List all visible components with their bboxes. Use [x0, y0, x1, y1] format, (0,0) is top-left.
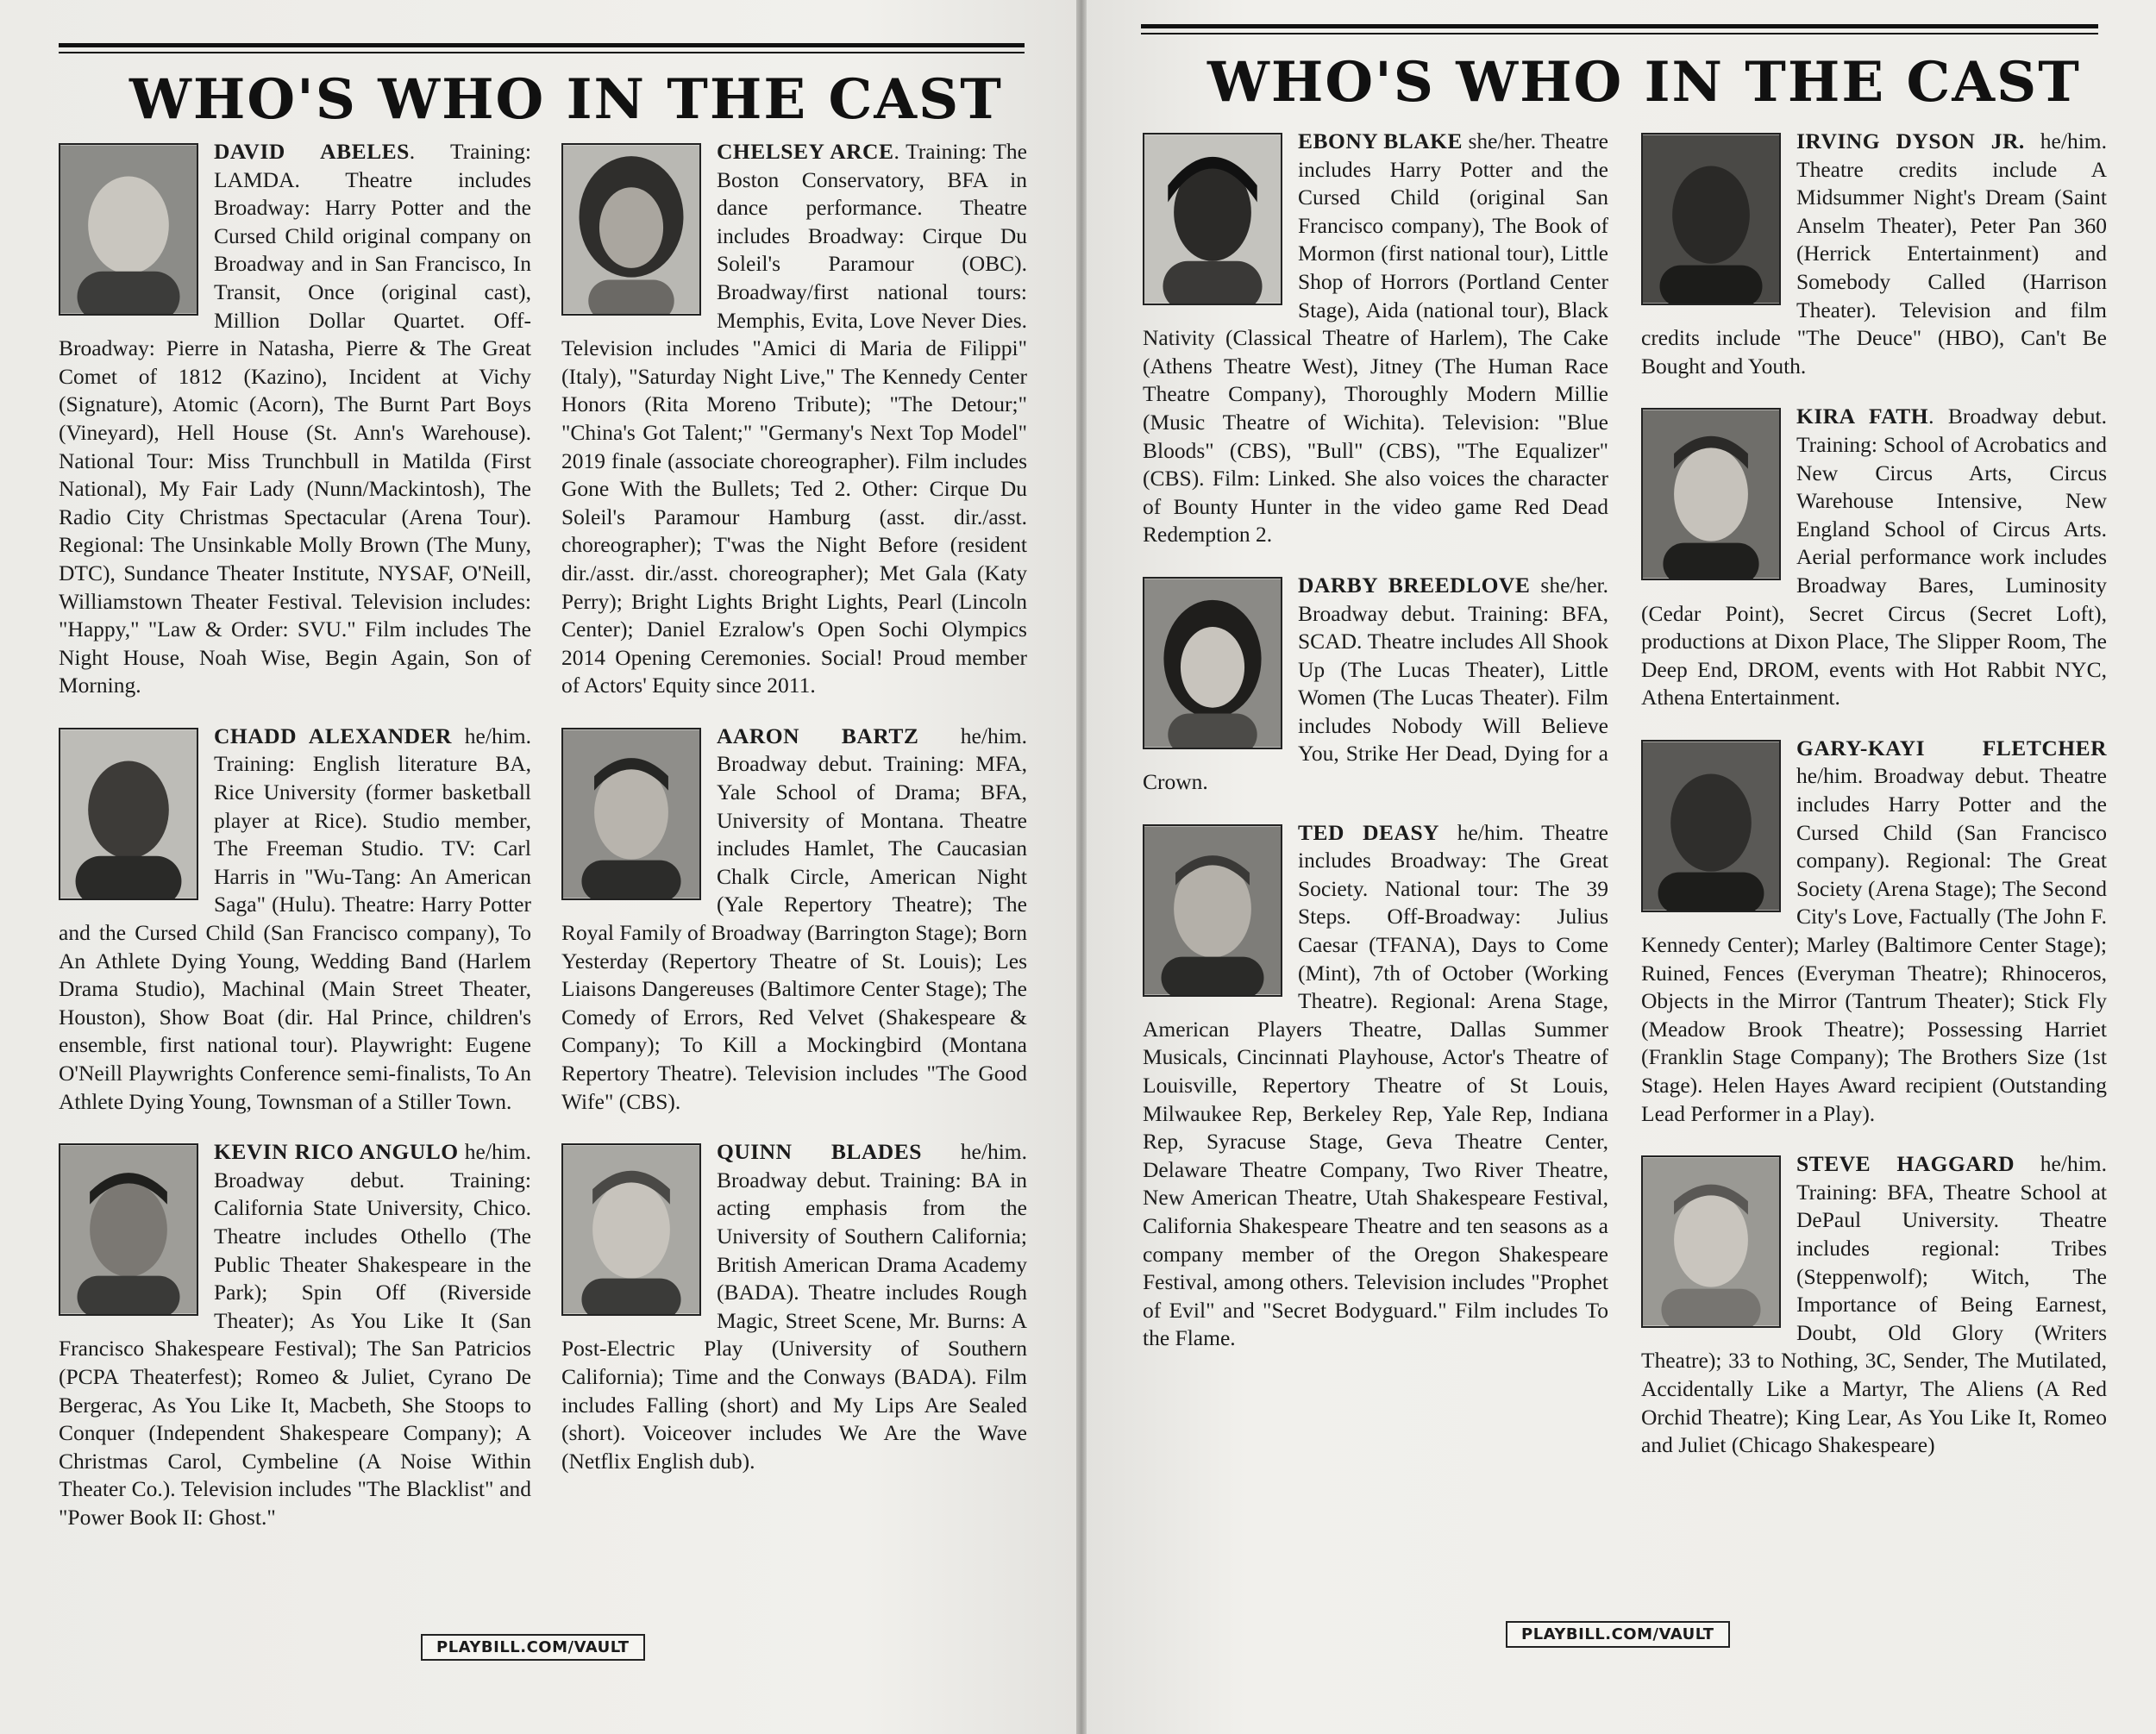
cast-bio: he/him. Theatre includes Broadway: The Great Society. National tour: The 39 Steps. Off-Broadway: Julius Caesar (TFANA), Days to Come (Mint), 7th of October (Working Theatre). Regional: Arena Stage, American Players Theatre, Dallas Summer Musicals, Cincinnati Playhouse, Actor's Theatre of Louisville, Repertory Theatre of St Louis, Milwaukee Rep, Berkeley Rep, Yale Rep, Indiana Rep, Syracuse Stage, Geva Theatre Center, Delaware Theatre Company, Two River Theatre, New American Theatre, Utah Shakespeare Festival, California Shakespeare Theatre and ten seasons as a company member of the Oregon Shakespeare Festival, among others. Television includes "Prophet of Evil" and "Secret Bodyguard." Film includes To the Flame.: [1143, 819, 1608, 1351]
left-page: [0, 0, 1076, 1734]
headshot-photo: [1641, 133, 1781, 305]
column-right-1: [1143, 128, 1608, 1375]
headshot-photo: [1143, 133, 1282, 305]
top-rule-thin: [1141, 33, 2098, 34]
cast-entry: [561, 723, 1027, 1116]
cast-name: DAVID ABELES: [214, 139, 410, 164]
page-title: WHO'S WHO IN THE CAST: [129, 67, 1003, 132]
page-title: WHO'S WHO IN THE CAST: [1207, 50, 2081, 115]
cast-bio: he/him. Training: BFA, Theatre School at DePaul University. Theatre includes regional: Tribes (Steppenwolf); Witch, The Importance of Being Earnest, Doubt, Old Glory (Writers Theatre); 33 to Nothing, 3C, Sender, The Mutilated, Accidentally Like a Martyr, The Aliens (A Red Orchid Theatre); King Lear, As You Like It, Romeo and Juliet (Chicago Shakespeare): [1641, 1151, 2107, 1458]
cast-bio: he/him. Broadway debut. Training: MFA, Yale School of Drama; BFA, University of Montana. Theatre includes Hamlet, The Caucasian Chalk Circle, American Night (Yale Repertory Theatre); The Royal Family of Broadway (Barrington Stage); Born Yesterday (Repertory Theatre of St. Louis); Les Liaisons Dangereuses (Baltimore Center Stage); The Comedy of Errors, Red Velvet (Shakespeare & Company); To Kill a Mockingbird (Montana Repertory Theatre). Television includes "The Good Wife" (CBS).: [561, 723, 1027, 1114]
headshot-photo: [1143, 824, 1282, 997]
column-right-2: [1641, 128, 2107, 1482]
headshot-photo: [561, 1143, 701, 1316]
right-page: [1087, 0, 2156, 1734]
cast-name: QUINN BLADES: [717, 1139, 922, 1165]
column-left-1: [59, 138, 531, 1555]
cast-entry: [59, 723, 531, 1116]
cast-name: KEVIN RICO ANGULO: [214, 1139, 459, 1165]
headshot-photo: [561, 143, 701, 316]
cast-entry: [59, 1138, 531, 1531]
headshot-photo: [59, 1143, 198, 1316]
headshot-photo: [59, 728, 198, 900]
cast-bio: he/him. Broadway debut. Training: California State University, Chico. Theatre includes Othello (The Public Theater Shakespeare in the Park); Spin Off (Riverside Theater); As You Like It (San Francisco Shakespeare Festival); The San Patricios (PCPA Theaterfest); Romeo & Juliet, Cyrano De Bergerac, As You Like It, Macbeth, She Stoops to Conquer (Independent Shakespeare Company); A Christmas Carol, Cymbeline (A Noise Within Theater Co.). Television includes "The Blacklist" and "Power Book II: Ghost.": [59, 1139, 531, 1530]
cast-bio: he/him. Broadway debut. Theatre includes Harry Potter and the Cursed Child (San Francisco company). Regional: The Great Society (Arena Stage); The Second City's Love, Factually (The John F. Kennedy Center); Marley (Baltimore Center Stage); Ruined, Fences (Everyman Theatre); Rhinoceros, Objects in the Mirror (Tantrum Theater); Stick Fly (Meadow Brook Theatre); Possessing Harriet (Franklin Stage Company); The Brothers Size (1st Stage). Helen Hayes Award recipient (Outstanding Lead Performer in a Play).: [1641, 763, 2107, 1126]
cast-name: CHADD ALEXANDER: [214, 723, 452, 748]
headshot-photo: [1641, 1155, 1781, 1328]
cast-entry: [59, 138, 531, 700]
top-rule: [1141, 24, 2098, 28]
top-rule: [59, 43, 1025, 47]
headshot-photo: [59, 143, 198, 316]
cast-entry: [561, 138, 1027, 700]
cast-name: KIRA FATH: [1796, 404, 1929, 429]
cast-name: GARY-KAYI FLETCHER: [1796, 735, 2107, 761]
cast-name: CHELSEY ARCE: [717, 139, 894, 164]
cast-bio: . Training: LAMDA. Theatre includes Broadway: Harry Potter and the Cursed Child original company on Broadway and in San Francisco, In Transit, Once (original cast), Million Dollar Quartet. Off-Broadway: Pierre in Natasha, Pierre & The Great Comet of 1812 (Kazino), Incident at Vichy (Signature), Atomic (Acorn), The Burnt Part Boys (Vineyard), Hell House (St. Ann's Warehouse). National Tour: Miss Trunchbull in Matilda (First National), My Fair Lady (Nunn/Mackintosh), The Radio City Christmas Spectacular (Arena Tour). Regional: The Unsinkable Molly Brown (The Muny, DTC), Sundance Theater Institute, NYSAF, O'Neill, Williamstown Theater Festival. Television includes: "Happy," "Law & Order: SVU." Film includes The Night House, Noah Wise, Begin Again, Son of Morning.: [59, 139, 531, 698]
cast-name: AARON BARTZ: [717, 723, 919, 748]
cast-entry: [1641, 1150, 2107, 1460]
cast-name: TED DEASY: [1298, 819, 1440, 845]
cast-entry: [1143, 128, 1608, 549]
cast-entry: [1641, 735, 2107, 1128]
cast-name: STEVE HAGGARD: [1796, 1151, 2015, 1177]
column-left-2: [561, 138, 1027, 1498]
cast-entry: [1641, 128, 2107, 380]
cast-name: IRVING DYSON JR.: [1796, 128, 2025, 153]
cast-bio: he/him. Training: English literature BA, Rice University (former basketball player at Rice). Studio member, The Freeman Studio. TV: Carl Harris in "Wu-Tang: An American Saga" (Hulu). Theatre: Harry Potter and the Cursed Child (San Francisco company), To An Athlete Dying Young, Wedding Band (Harlem Drama Studio), Machinal (Main Street Theater, Houston), Show Boat (dir. Hal Prince, children's ensemble, first national tour). Playwright: Eugene O'Neill Playwrights Conference semi-finalists, To An Athlete Dying Young, Townsman of a Stiller Town.: [59, 723, 531, 1114]
headshot-photo: [1641, 740, 1781, 912]
footer-vault-link[interactable]: PLAYBILL.COM/VAULT: [421, 1634, 645, 1661]
top-rule-thin: [59, 52, 1025, 53]
cast-entry: [1143, 572, 1608, 797]
cast-bio: he/him. Broadway debut. Training: BA in acting emphasis from the University of Southern California; British American Drama Academy (BADA). Theatre includes Rough Magic, Street Scene, Mr. Burns: A Post-Electric Play (University of Southern California); Time and the Conways (BADA). Film includes Falling (short) and My Lips Are Sealed (short). Voiceover includes We Are the Wave (Netflix English dub).: [561, 1139, 1027, 1474]
cast-bio: . Training: The Boston Conservatory, BFA in dance performance. Theatre includes Broadway: Cirque Du Soleil's Paramour (OBC). Broadway/first national tours: Memphis, Evita, Love Never Dies. Television includes "Amici di Maria de Filippi" (Italy), "Saturday Night Live," The Kennedy Center Honors (Rita Moreno Tribute); "The Detour;" "China's Got Talent;" "Germany's Next Top Model" 2019 finale (associate choreographer). Film includes Gone With the Bullets; Ted 2. Other: Cirque Du Soleil's Paramour Hamburg (asst. dir./asst. choreographer); T'was the Night Before (resident dir./asst. dir./asst. choreographer); Met Gala (Katy Perry); Bright Lights Bright Lights, Pearl (Lincoln Center); Daniel Ezralow's Open Sochi Olympics 2014 Opening Ceremonies. Social! Proud member of Actors' Equity since 2011.: [561, 139, 1027, 698]
footer-vault-link[interactable]: PLAYBILL.COM/VAULT: [1506, 1621, 1730, 1648]
headshot-photo: [1641, 408, 1781, 580]
cast-bio: she/her. Theatre includes Harry Potter and the Cursed Child (original San Francisco company), The Book of Mormon (first national tour), Little Shop of Horrors (Portland Center Stage), Aida (national tour), Black Nativity (Classical Theatre of Harlem), The Cake (Athens Theatre West), Jitney (The Human Race Theatre Company), Thoroughly Modern Millie (Music Theatre of Wichita). Television: "Blue Bloods" (CBS), "Bull" (CBS), "The Equalizer" (CBS). Film: Linked. She also voices the character of Bounty Hunter in the video game Red Dead Redemption 2.: [1143, 128, 1608, 548]
headshot-photo: [1143, 577, 1282, 749]
cast-entry: [561, 1138, 1027, 1475]
cast-bio: she/her. Broadway debut. Training: BFA, SCAD. Theatre includes All Shook Up (The Lucas Theater), Little Women (The Lucas Theater). Film includes Nobody Will Believe You, Strike Her Dead, Dying for a Crown.: [1143, 572, 1608, 795]
cast-name: DARBY BREEDLOVE: [1298, 572, 1531, 598]
cast-entry: [1143, 819, 1608, 1353]
cast-bio: . Broadway debut. Training: School of Acrobatics and New Circus Arts, Circus Warehouse Intensive, New England School of Circus Arts. Aerial performance work includes Broadway Bares, Luminosity (Cedar Point), Secret Circus (Secret Loft), productions at Dixon Place, The Slipper Room, The Deep End, DROM, events with Hot Rabbit NYC, Athena Entertainment.: [1641, 404, 2107, 711]
cast-name: EBONY BLAKE: [1298, 128, 1463, 153]
headshot-photo: [561, 728, 701, 900]
cast-bio: he/him. Theatre credits include A Midsummer Night's Dream (Saint Anselm Theater), Peter Pan 360 (Herrick Entertainment) and Somebody Called (Harrison Theater). Television and film credits include "The Deuce" (HBO), Can't Be Bought and Youth.: [1641, 128, 2107, 379]
page-gutter: [1076, 0, 1087, 1734]
cast-entry: [1641, 403, 2107, 712]
